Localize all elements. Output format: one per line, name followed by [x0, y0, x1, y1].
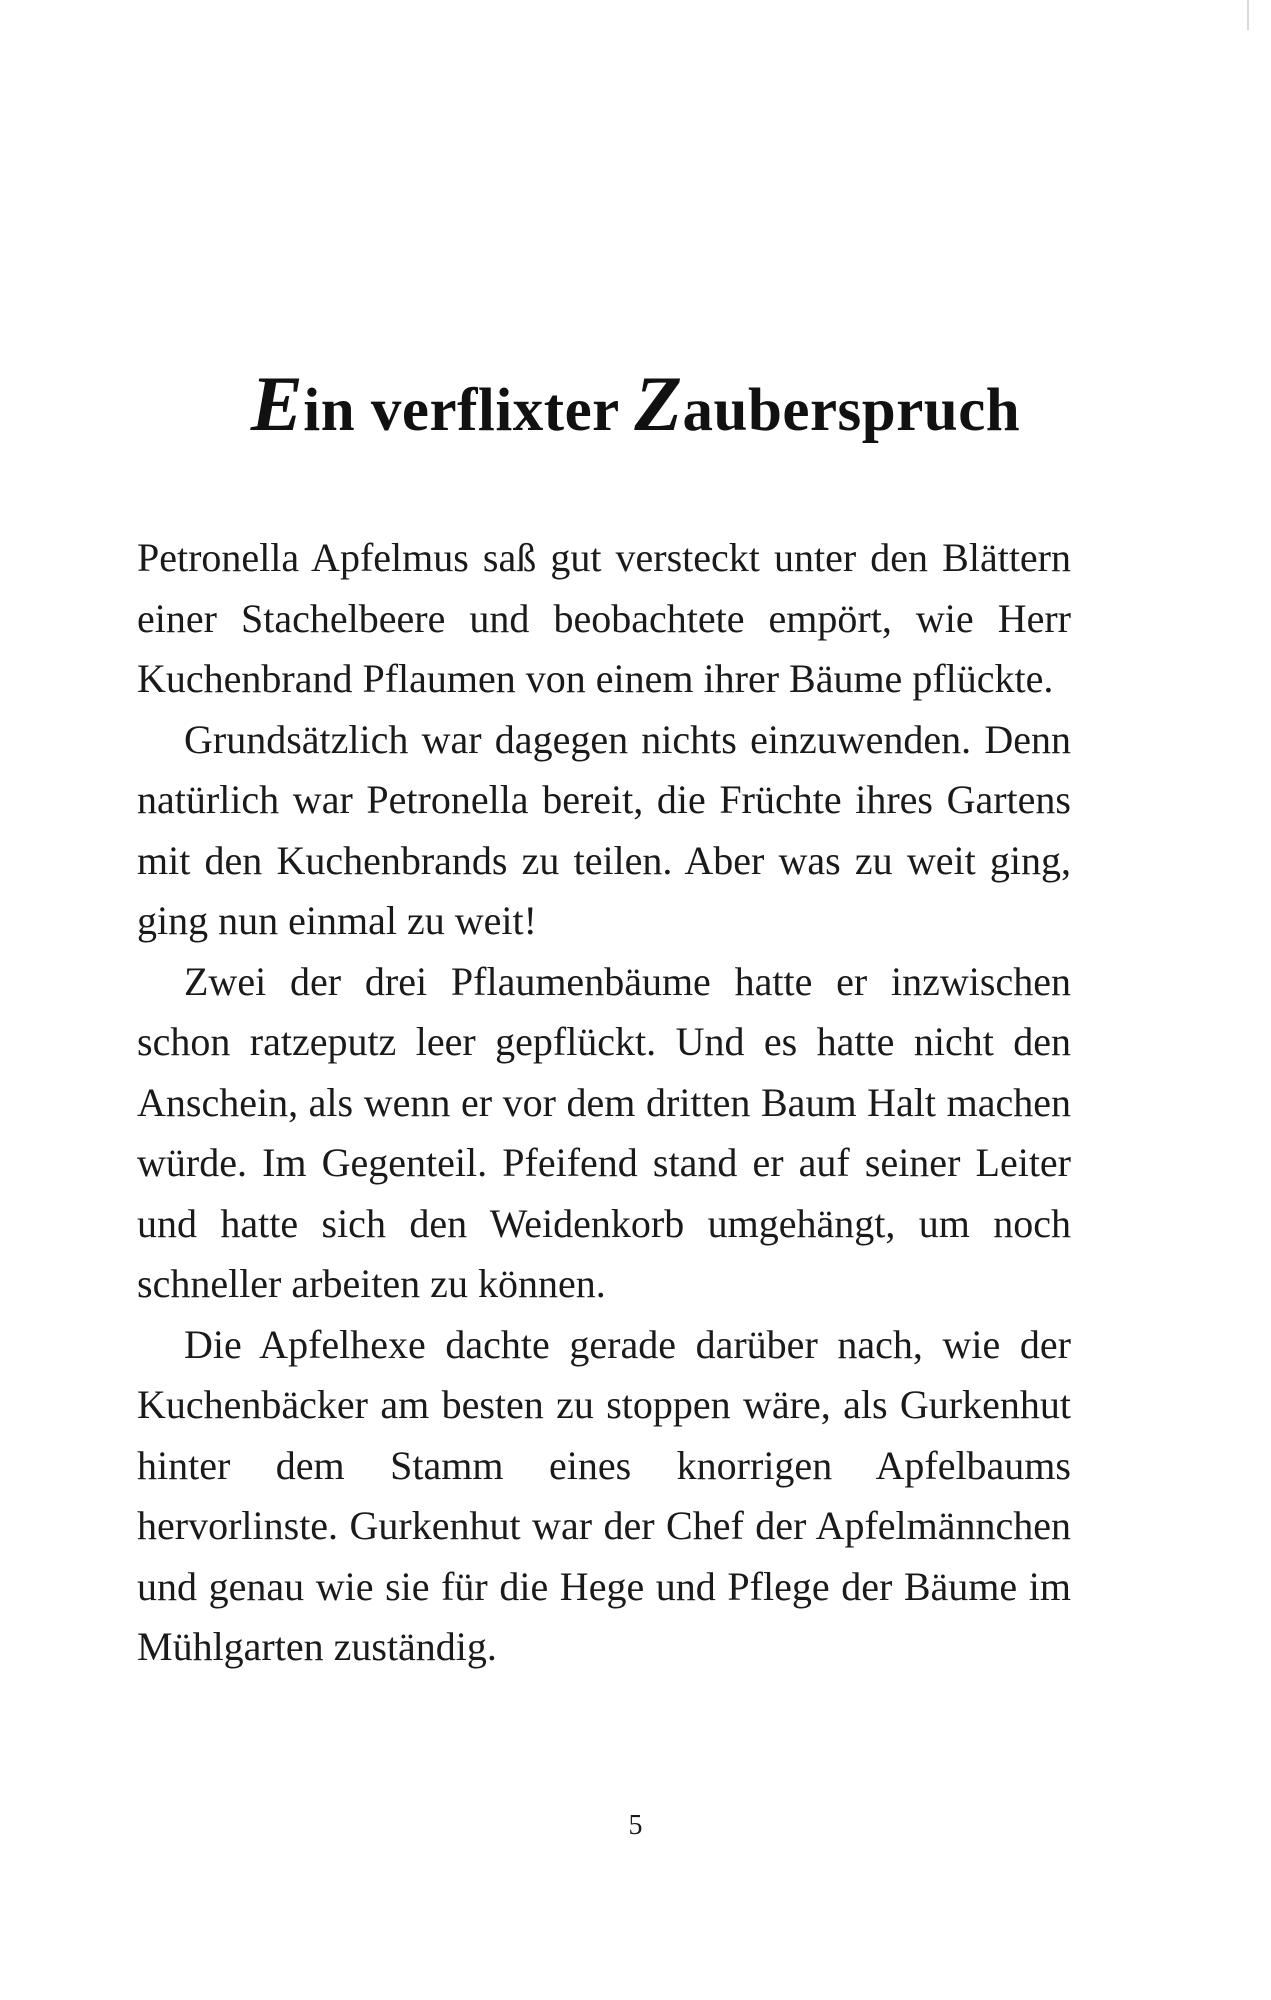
- title-initial-z: Z: [634, 359, 683, 447]
- paragraph-3: Zwei der drei Pflaumenbäume hatte er inzwischen schon ratzeputz leer gepflückt. Und es hatte nicht den Anschein, als wenn er vor dem dritten Baum Halt machen würde. Im Gegenteil. Pfeifend stand er auf seiner Leiter und hatte sich den Weidenkorb umgehängt, um noch schneller arbeiten zu können.: [137, 958, 1071, 1306]
- title-initial-e: E: [250, 359, 304, 447]
- chapter-title: [0, 359, 1271, 456]
- title-text-part-1: in verflixter: [303, 376, 635, 444]
- paragraph-2: Grundsätzlich war dagegen nichts einzuwenden. Denn natürlich war Petronella bereit, die Früchte ihres Gartens mit den Kuchenbrands zu teilen. Aber was zu weit ging, ging nun einmal zu weit!: [137, 716, 1071, 943]
- title-text-part-2: auberspruch: [682, 376, 1021, 444]
- paragraph-1: Petronella Apfelmus saß gut versteckt unter den Blättern einer Stachelbeere und beobachtete empört, wie Herr Kuchenbrand Pflaumen von einem ihrer Bäume pflückte.: [137, 535, 1071, 701]
- page-number: 5: [628, 1810, 643, 1841]
- page-edge-mark: [1247, 0, 1249, 30]
- paragraph-4: Die Apfelhexe dachte gerade darüber nach, wie der Kuchenbäcker am besten zu stoppen wäre, als Gurkenhut hinter dem Stamm eines knorrigen Apfelbaums hervorlinste. Gurkenhut war der Chef der Apfelmännchen und genau wie sie für die Hege und Pflege der Bäume im Mühlgarten zuständig.: [137, 1321, 1071, 1669]
- body-text: [137, 528, 1071, 1678]
